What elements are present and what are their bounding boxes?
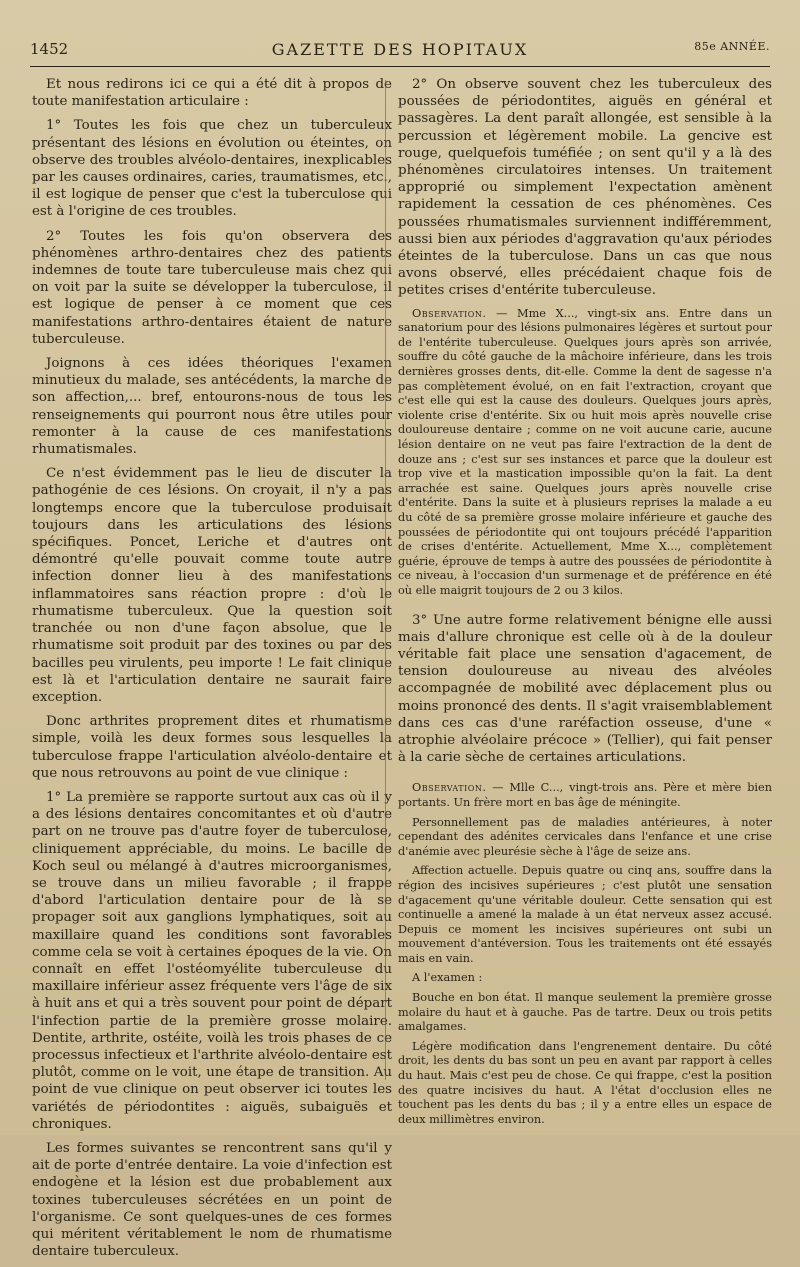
observation-label: Observation. bbox=[412, 781, 487, 795]
paragraph: 1° La première se rapporte surtout aux cas où il y a des lésions dentaires concomitantes et où d'autre part on ne trouve pas d'autre foyer de tuberculose, cliniquement appréciable, du moins. Le bacille de Koch seul ou mélangé à d'autres microorganismes, se trouve dans un milieu favorable ; il frappe d'abord l'articulation dentaire pour de là se propager soit aux ganglions lymphatiques, soit au maxillaire quand les conditions sont favorables comme cela se voit à certaines époques de la vie. On connaît en effet l'ostéomyélite tuberculeuse du maxillaire inférieur assez fréquente vers l'âge de six à huit ans et qui a très souvent pour point de départ l'infection partie de la première grosse molaire. Dentite, arthrite, ostéite, voilà les trois phases de ce processus infectieux et l'arthrite alvéolo-dentaire est plutôt, comme on le voit, une étape de transition. Au point de vue clinique on peut observer ici toutes les variétés de périodontites : aiguës, subaiguës et chroniques. bbox=[32, 789, 392, 1132]
observation-paragraph: Légère modification dans l'engrenement dentaire. Du côté droit, les dents du bas sont un peu en avant par rapport à celles du haut. Mais c'est peu de chose. Ce qui frappe, c'est la position des quatre incisives du haut. A l'état d'occlusion elles ne touchent pas les dents du bas ; il y a entre elles un espace de deux millimètres environ. bbox=[398, 1039, 772, 1126]
observation-paragraph: Bouche en bon état. Il manque seulement la première grosse molaire du haut et à gauche. Pas de tartre. Deux ou trois petits amalgames. bbox=[398, 991, 772, 1034]
header-rule bbox=[30, 66, 770, 67]
year-label: 85e ANNÉE. bbox=[694, 40, 770, 53]
paragraph: Joignons à ces idées théoriques l'examen minutieux du malade, ses antécédents, la marche de son affection,... bref, entourons-nous de tous les renseignements qui pourront nous être utiles pour remonter à la cause de ces manifestations rhumatismales. bbox=[32, 356, 392, 458]
column-divider bbox=[385, 80, 386, 1080]
page-number: 1452 bbox=[30, 40, 69, 58]
page-header bbox=[30, 40, 770, 64]
paragraph: Les formes suivantes se rencontrent sans qu'il y ait de porte d'entrée dentaire. La voie d'infection est endogène et la lésion est due probablement aux toxines tuberculeuses sécrétées en un point de l'organisme. Ce sont quelques-unes de ces formes qui méritent véritablement le nom de rhumatisme dentaire tuberculeux. bbox=[32, 1140, 392, 1260]
paragraph: Ce n'est évidemment pas le lieu de discuter la pathogénie de ces lésions. On croyait, il n'y a pas longtemps encore que la tuberculose produisait toujours dans les articulations des lésions spécifiques. Poncet, Leriche et d'autres ont démontré qu'elle pouvait comme toute autre infection donner lieu à des manifestations inflammatoires sans réaction propre : d'où le rhumatisme tuberculeux. Que la question soit tranchée ou non d'une façon absolue, que le rhumatisme soit produit par des toxines ou par des bacilles peu virulents, peu importe ! Le fait clinique est là et l'articulation dentaire ne saurait faire exception. bbox=[32, 466, 392, 705]
observation-text: — Mme X..., vingt-six ans. Entre dans un sanatorium pour des lésions pulmonaires légères et surtout pour de l'entérite tuberculeuse. Quelques jours après son arrivée, souffre du côté gauche de la mâchoire inférieure, dans les trois dernières grosses dents, dit-elle. Comme la dent de sagesse n'a pas complètement évolué, on en fait l'extraction, croyant que c'est elle qui est la cause des douleurs. Quelques jours après, violente crise d'entérite. Six ou huit mois après nouvelle crise douloureuse dentaire ; comme on ne voit aucune carie, aucune lésion dentaire on ne veut pas faire l'extraction de la dent de douze ans ; c'est sur ses instances et parce que la douleur est trop vive et la mastication impossible qu'on la fait. La dent arrachée est saine. Quelques jours après nouvelle crise d'entérite. Dans la suite et à plusieurs reprises la malade a eu du côté de sa première grosse molaire inférieure et gauche des poussées de périodontite qui ont toujours précédé l'apparition de crises d'entérite. Actuellement, Mme X..., complètement guérie, éprouve de temps à autre des poussées de périodontite à ce niveau, à l'occasion d'un surmenage et de préférence en été où elle maigrit toujours de 2 ou 3 kilos. bbox=[398, 306, 772, 597]
observation-paragraph bbox=[398, 781, 772, 810]
observation-paragraph: Affection actuelle. Depuis quatre ou cinq ans, souffre dans la région des incisives supérieures ; c'est plutôt une sensation d'agacement qu'une véritable douleur. Cette sensation qui est continuelle a amené la malade à un état nerveux assez accusé. Depuis ce moment les incisives supérieures ont subi un mouvement d'antéversion. Tous les traitements ont été essayés mais en vain. bbox=[398, 864, 772, 965]
left-column bbox=[32, 76, 392, 1267]
journal-title: GAZETTE DES HOPITAUX bbox=[271, 40, 529, 59]
observation-paragraph bbox=[398, 307, 772, 599]
observation-text: — Mlle C..., vingt-trois ans. Père et mère bien portants. Un frère mort en bas âge de méningite. bbox=[398, 781, 772, 809]
paragraph: 2° Toutes les fois qu'on observera des phénomènes arthro-dentaires chez des patients indemnes de toute tare tuberculeuse mais chez qui on voit par la suite se développer la tuberculose, il est logique de penser à ce moment que ces manifestations arthro-dentaires étaient de nature tuberculeuse. bbox=[32, 228, 392, 347]
paragraph: 3° Une autre forme relativement bénigne elle aussi mais d'allure chronique est celle où à de la douleur véritable fait place une sensation d'agacement, de tension douloureuse au niveau des alvéoles accompagnée de mobilité avec déplacement plus ou moins prononcé des dents. Il s'agit vraisemblablement dans ces cas d'une raréfaction osseuse, d'une « atrophie alvéolaire précoce » (Tellier), qui fait penser à la carie sèche de certaines articulations. bbox=[398, 612, 772, 766]
paragraph: Donc arthrites proprement dites et rhumatisme simple, voilà les deux formes sous lesquelles la tuberculose frappe l'articulation alvéolo-dentaire et que nous retrouvons au point de vue clinique : bbox=[32, 714, 392, 781]
observation-label: Observation. bbox=[412, 306, 487, 320]
observation-paragraph: A l'examen : bbox=[412, 971, 483, 985]
observation-paragraph: Personnellement pas de maladies antérieures, à noter cependant des adénites cervicales dans l'enfance et une crise d'anémie avec pleurésie sèche à l'âge de seize ans. bbox=[398, 815, 772, 858]
paragraph: 2° On observe souvent chez les tuberculeux des poussées de périodontites, aiguës en général et passagères. La dent paraît allongée, est sensible à la percussion et légèrement mobile. La gencive est rouge, quelquefois tuméfiée ; on sent qu'il y a là des phénomènes circulatoires intenses. Un traitement approprié ou simplement l'expectation amènent rapidement la cessation de ces phénomènes. Ces poussées rhumatismales surviennent indifféremment, aussi bien aux périodes d'aggravation qu'aux périodes éteintes de la tuberculose. Dans un cas que nous avons observé, elles précédaient chaque fois de petites crises d'entérite tuberculeuse. bbox=[398, 77, 772, 299]
paragraph: Et nous redirons ici ce qui a été dit à propos de toute manifestation articulaire : bbox=[32, 77, 392, 110]
right-column bbox=[398, 76, 772, 1132]
paragraph: 1° Toutes les fois que chez un tuberculeux présentant des lésions en évolution ou éteintes, on observe des troubles alvéolo-dentaires, inexplicables par les causes ordinaires, caries, traumatismes, etc., il est logique de penser que c'est la tuberculose qui est à l'origine de ces troubles. bbox=[32, 118, 392, 220]
